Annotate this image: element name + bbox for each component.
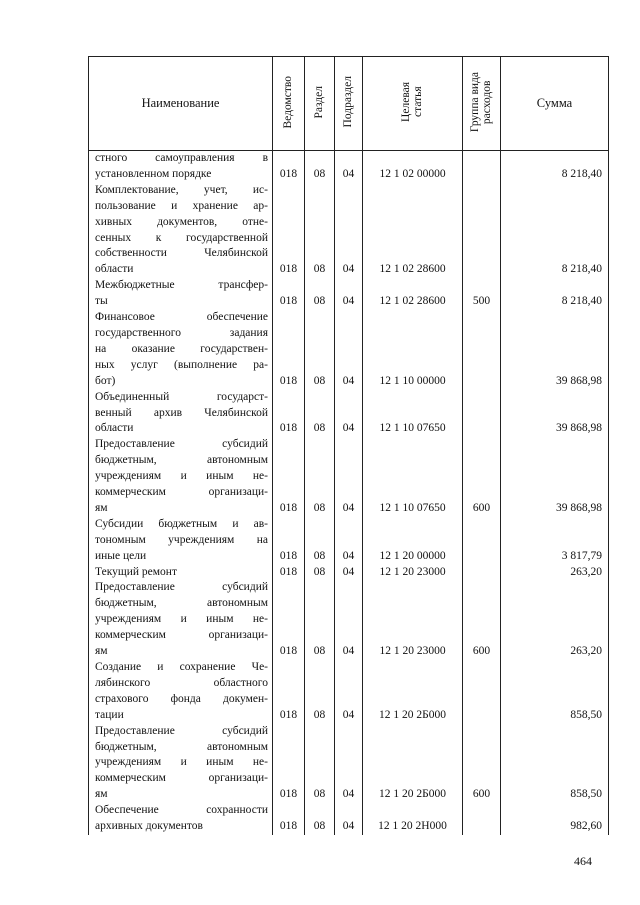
row-name — [89, 724, 273, 804]
row-department: 018 — [273, 437, 305, 517]
row-expense-type — [463, 183, 501, 278]
row-name-line: коммерческим организаци- — [95, 629, 268, 642]
row-sum: 8 218,40 — [501, 183, 609, 278]
table-row — [89, 390, 609, 438]
row-target-article: 12 1 20 2Б000 — [363, 660, 463, 724]
row-target-article: 12 1 02 28600 — [363, 278, 463, 310]
table-row — [89, 565, 609, 581]
row-sum: 39 868,98 — [501, 310, 609, 390]
header-name: Наименование — [89, 57, 273, 151]
row-name-line: Предоставление субсидий — [95, 724, 268, 737]
table-header-row — [89, 57, 609, 151]
row-target-article: 12 1 02 28600 — [363, 183, 463, 278]
row-department: 018 — [273, 390, 305, 438]
row-name — [89, 803, 273, 835]
row-target-article: 12 1 10 00000 — [363, 310, 463, 390]
row-name-line: Предоставление субсидий — [95, 581, 268, 594]
row-name — [89, 437, 273, 517]
header-expense-type: Группа вида расходов — [463, 57, 501, 151]
row-target-article: 12 1 10 07650 — [363, 437, 463, 517]
row-target-article: 12 1 10 07650 — [363, 390, 463, 438]
row-department: 018 — [273, 580, 305, 660]
row-section: 08 — [305, 565, 335, 581]
page-number: 464 — [574, 854, 592, 868]
row-name-line: коммерческим организаци- — [95, 772, 268, 785]
row-name-line: стного самоуправления в — [95, 152, 268, 164]
row-name-line: на оказание государствен- — [95, 342, 268, 355]
row-name-line: Текущий ремонт — [95, 565, 177, 578]
row-name-line: учреждениям и иным не- — [95, 756, 268, 769]
row-name-line: пользование и хранение ар- — [95, 199, 268, 212]
row-name-line: тономным учреждениям на — [95, 533, 268, 546]
row-subsection: 04 — [335, 660, 363, 724]
row-name — [89, 580, 273, 660]
row-name-line: Межбюджетные трансфер- — [95, 279, 268, 292]
row-subsection: 04 — [335, 517, 363, 565]
row-name-line: Финансовое обеспечение — [95, 311, 268, 324]
row-target-article: 12 1 20 2Б000 — [363, 724, 463, 804]
row-name-line: венный архив Челябинской — [95, 406, 268, 419]
row-name — [89, 517, 273, 565]
table-row — [89, 803, 609, 835]
row-name — [89, 310, 273, 390]
row-section: 08 — [305, 437, 335, 517]
row-section: 08 — [305, 803, 335, 835]
row-name-line: Объединенный государст- — [95, 390, 268, 403]
table-row — [89, 278, 609, 310]
row-subsection: 04 — [335, 183, 363, 278]
row-section: 08 — [305, 151, 335, 183]
row-name-line: страхового фонда докумен- — [95, 692, 268, 705]
row-subsection: 04 — [335, 278, 363, 310]
header-department: Ведомство — [273, 57, 305, 151]
row-sum: 982,60 — [501, 803, 609, 835]
row-name-line: бот) — [95, 374, 116, 387]
table-row — [89, 437, 609, 517]
row-name-line: ям — [95, 788, 108, 801]
row-name-line: бюджетным, автономным — [95, 597, 268, 610]
header-target-article: Целевая статья — [363, 57, 463, 151]
row-name-line: области — [95, 422, 134, 435]
row-subsection: 04 — [335, 803, 363, 835]
row-expense-type: 500 — [463, 278, 501, 310]
row-name-line: коммерческим организаци- — [95, 486, 268, 499]
row-section: 08 — [305, 517, 335, 565]
row-expense-type — [463, 660, 501, 724]
row-name-line: тации — [95, 708, 124, 721]
row-department: 018 — [273, 310, 305, 390]
row-name-line: Субсидии бюджетным и ав- — [95, 517, 268, 530]
row-name-line: бюджетным, автономным — [95, 454, 268, 467]
row-section: 08 — [305, 390, 335, 438]
row-department: 018 — [273, 151, 305, 183]
row-name-line: области — [95, 263, 134, 276]
row-name-line: хивных документов, отне- — [95, 215, 268, 228]
row-name-line: собственности Челябинской — [95, 247, 268, 260]
row-section: 08 — [305, 278, 335, 310]
row-name-line: Создание и сохранение Че- — [95, 661, 268, 673]
header-sum: Сумма — [501, 57, 609, 151]
row-department: 018 — [273, 724, 305, 804]
row-target-article: 12 1 20 00000 — [363, 517, 463, 565]
table-row — [89, 310, 609, 390]
row-target-article: 12 1 20 23000 — [363, 565, 463, 581]
row-section: 08 — [305, 183, 335, 278]
header-subsection: Подраздел — [335, 57, 363, 151]
row-sum: 39 868,98 — [501, 437, 609, 517]
table-row — [89, 183, 609, 278]
row-sum: 39 868,98 — [501, 390, 609, 438]
row-section: 08 — [305, 310, 335, 390]
row-name-line: учреждениям и иным не- — [95, 613, 268, 626]
row-expense-type: 600 — [463, 724, 501, 804]
row-section: 08 — [305, 580, 335, 660]
row-expense-type — [463, 565, 501, 581]
row-name-line: архивных документов — [95, 820, 203, 833]
row-subsection: 04 — [335, 310, 363, 390]
row-subsection: 04 — [335, 724, 363, 804]
row-sum: 8 218,40 — [501, 151, 609, 183]
row-expense-type — [463, 310, 501, 390]
row-subsection: 04 — [335, 580, 363, 660]
table-row — [89, 151, 609, 183]
row-sum: 8 218,40 — [501, 278, 609, 310]
row-sum: 3 817,79 — [501, 517, 609, 565]
row-name-line: Комплектование, учет, ис- — [95, 183, 268, 196]
row-target-article: 12 1 20 23000 — [363, 580, 463, 660]
row-sum: 858,50 — [501, 660, 609, 724]
row-name — [89, 660, 273, 724]
row-department: 018 — [273, 803, 305, 835]
row-subsection: 04 — [335, 390, 363, 438]
row-name-line: ных услуг (выполнение ра- — [95, 358, 268, 371]
row-name-line: установленном порядке — [95, 167, 212, 180]
row-name-line: Предоставление субсидий — [95, 438, 268, 451]
row-sum: 263,20 — [501, 565, 609, 581]
row-name — [89, 278, 273, 310]
table-row — [89, 580, 609, 660]
table-row — [89, 660, 609, 724]
row-expense-type — [463, 517, 501, 565]
row-name-line: бюджетным, автономным — [95, 740, 268, 753]
row-department: 018 — [273, 517, 305, 565]
row-subsection: 04 — [335, 151, 363, 183]
row-name-line: Обеспечение сохранности — [95, 804, 268, 817]
row-expense-type: 600 — [463, 580, 501, 660]
row-subsection: 04 — [335, 565, 363, 581]
row-target-article: 12 1 20 2Н000 — [363, 803, 463, 835]
row-name — [89, 183, 273, 278]
row-name-line: ты — [95, 295, 108, 308]
table-row — [89, 517, 609, 565]
table-body — [89, 151, 609, 835]
row-name-line: ям — [95, 501, 108, 514]
table-row — [89, 724, 609, 804]
row-name-line: иные цели — [95, 549, 147, 562]
row-name-line: ям — [95, 645, 108, 658]
row-subsection: 04 — [335, 437, 363, 517]
row-section: 08 — [305, 660, 335, 724]
row-department: 018 — [273, 183, 305, 278]
row-department: 018 — [273, 660, 305, 724]
row-name — [89, 151, 273, 183]
row-section: 08 — [305, 724, 335, 804]
row-department: 018 — [273, 278, 305, 310]
row-name — [89, 390, 273, 438]
row-expense-type — [463, 151, 501, 183]
row-sum: 263,20 — [501, 580, 609, 660]
row-expense-type: 600 — [463, 437, 501, 517]
header-section: Раздел — [305, 57, 335, 151]
row-name-line: лябинского областного — [95, 676, 268, 689]
row-expense-type — [463, 803, 501, 835]
row-name-line: сенных к государственной — [95, 231, 268, 244]
row-target-article: 12 1 02 00000 — [363, 151, 463, 183]
row-sum: 858,50 — [501, 724, 609, 804]
row-expense-type — [463, 390, 501, 438]
row-name — [89, 565, 273, 581]
budget-table — [88, 56, 609, 835]
row-name-line: государственного задания — [95, 326, 268, 339]
row-department: 018 — [273, 565, 305, 581]
row-name-line: учреждениям и иным не- — [95, 470, 268, 483]
